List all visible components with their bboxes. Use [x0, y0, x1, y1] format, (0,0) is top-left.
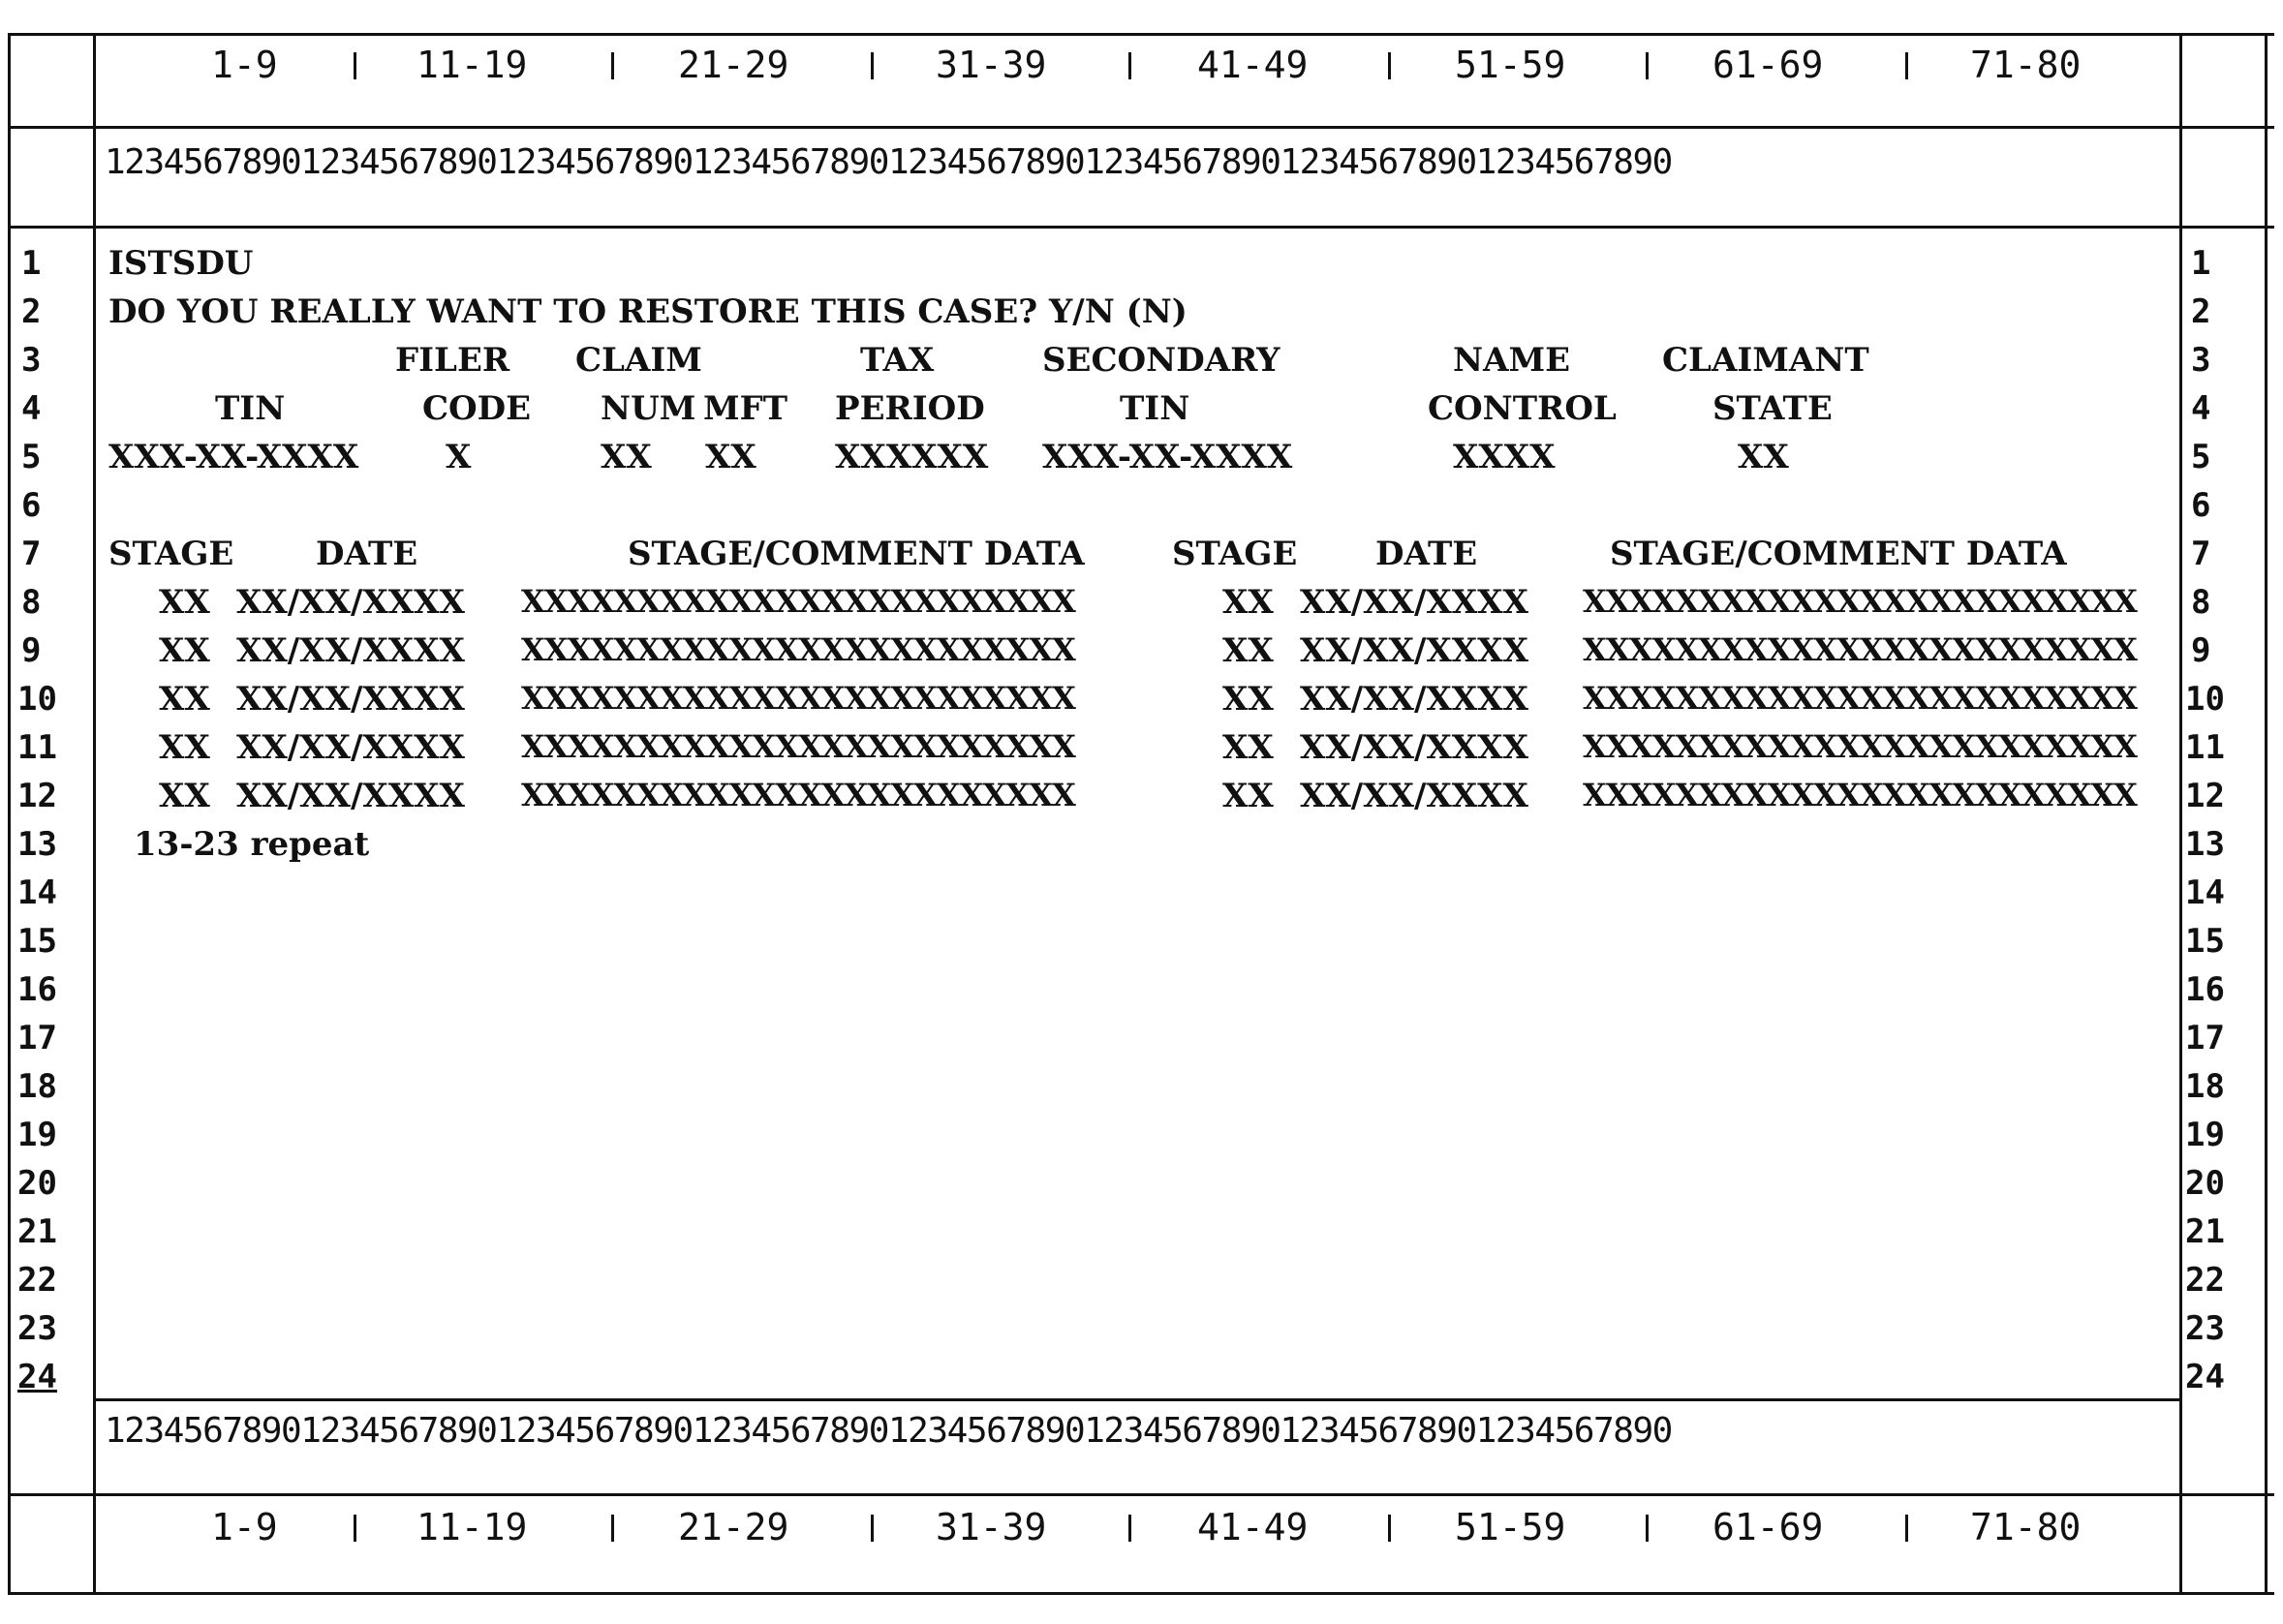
date-field[interactable]: XX/XX/XXXX: [1300, 728, 1528, 767]
stage-field[interactable]: XX: [159, 777, 210, 815]
date-field[interactable]: XX/XX/XXXX: [236, 728, 465, 767]
date-field[interactable]: XX/XX/XXXX: [1300, 777, 1528, 815]
row-number: 8: [2191, 583, 2211, 622]
row-number: 10: [2185, 680, 2225, 719]
claim-num-field[interactable]: XX: [601, 438, 652, 476]
row-number: 4: [2191, 389, 2211, 428]
bottom-digits-underline: [8, 1493, 2274, 1496]
scale-range: 1-9: [211, 44, 278, 86]
row-number: 2: [21, 292, 42, 331]
tax-period-field[interactable]: XXXXXX: [835, 438, 989, 476]
scale-range: 51-59: [1455, 44, 1566, 86]
scale-separator: [1646, 52, 1649, 79]
scale-range: 21-29: [678, 1506, 789, 1548]
scale-separator: [1388, 1515, 1391, 1542]
comment-data-field[interactable]: XXXXXXXXXXXXXXXXXXXXXXXX: [1583, 631, 2137, 668]
scale-separator: [871, 1515, 874, 1542]
comment-data-field[interactable]: XXXXXXXXXXXXXXXXXXXXXXXX: [521, 777, 1075, 813]
row-number: 12: [2185, 777, 2225, 815]
comment-data-field[interactable]: XXXXXXXXXXXXXXXXXXXXXXXX: [521, 583, 1075, 620]
header-mft: MFT: [703, 389, 788, 428]
scale-range: 61-69: [1712, 1506, 1824, 1548]
screen-bottom-border: [93, 1398, 2181, 1401]
restore-prompt: DO YOU REALLY WANT TO RESTORE THIS CASE? Y/N (N): [108, 292, 1188, 331]
row-number: 22: [2185, 1261, 2225, 1300]
screen-title: ISTSDU: [108, 244, 254, 283]
row-number: 4: [21, 389, 42, 428]
header-name: NAME: [1453, 341, 1571, 380]
header-claimant: CLAIMANT: [1662, 341, 1869, 380]
scale-range: 71-80: [1970, 1506, 2082, 1548]
row-number: 6: [2191, 486, 2211, 525]
stage-field[interactable]: XX: [159, 680, 210, 719]
row-number: 1: [2191, 244, 2211, 283]
scale-separator: [1128, 52, 1131, 79]
row-number: 16: [2185, 970, 2225, 1009]
tin-field[interactable]: XXX-XX-XXXX: [108, 438, 359, 476]
scale-range: 31-39: [936, 44, 1047, 86]
date-field[interactable]: XX/XX/XXXX: [236, 680, 465, 719]
gutter-underline: [14, 1493, 89, 1496]
row-number: 14: [2185, 873, 2225, 912]
header-secondary-tin: TIN: [1120, 389, 1190, 428]
header-tax: TAX: [860, 341, 935, 380]
top-column-digits: 12345678901234567890123456789012345678901234567890123456789012345678901234567890: [105, 142, 1672, 182]
stage-field[interactable]: XX: [1222, 728, 1274, 767]
date-field[interactable]: XX/XX/XXXX: [1300, 631, 1528, 670]
gutter-underline: [2185, 1493, 2261, 1496]
header-date-right: DATE: [1375, 535, 1478, 573]
top-digits-underline: [8, 226, 2274, 229]
row-number: 16: [17, 970, 57, 1009]
row-number: 13: [2185, 825, 2225, 864]
repeat-note: 13-23 repeat: [134, 825, 370, 864]
gutter-underline: [2185, 126, 2261, 129]
scale-separator: [1905, 1515, 1908, 1542]
comment-data-field[interactable]: XXXXXXXXXXXXXXXXXXXXXXXX: [521, 631, 1075, 668]
scale-separator: [1388, 52, 1391, 79]
header-num: NUM: [601, 389, 696, 428]
row-number: 11: [17, 728, 57, 767]
row-number: 1: [21, 244, 42, 283]
date-field[interactable]: XX/XX/XXXX: [236, 777, 465, 815]
stage-field[interactable]: XX: [1222, 777, 1274, 815]
stage-field[interactable]: XX: [1222, 631, 1274, 670]
secondary-tin-field[interactable]: XXX-XX-XXXX: [1042, 438, 1293, 476]
stage-field[interactable]: XX: [1222, 680, 1274, 719]
header-state: STATE: [1712, 389, 1833, 428]
scale-separator: [1128, 1515, 1131, 1542]
row-number: 21: [17, 1212, 57, 1251]
row-number: 21: [2185, 1212, 2225, 1251]
claimant-state-field[interactable]: XX: [1738, 438, 1789, 476]
scale-separator: [354, 1515, 356, 1542]
scale-separator: [611, 1515, 614, 1542]
row-number: 12: [17, 777, 57, 815]
row-number: 19: [2185, 1116, 2225, 1154]
row-number: 22: [17, 1261, 57, 1300]
filer-code-field[interactable]: X: [446, 438, 472, 476]
bottom-column-digits: 12345678901234567890123456789012345678901234567890123456789012345678901234567890: [105, 1411, 1672, 1451]
row-number: 24: [17, 1358, 57, 1396]
gutter-underline: [14, 226, 89, 229]
header-claim: CLAIM: [575, 341, 702, 380]
row-number: 3: [2191, 341, 2211, 380]
date-field[interactable]: XX/XX/XXXX: [236, 631, 465, 670]
header-filer: FILER: [395, 341, 510, 380]
row-number: 14: [17, 873, 57, 912]
header-stage-left: STAGE: [108, 535, 234, 573]
mft-field[interactable]: XX: [705, 438, 756, 476]
comment-data-field[interactable]: XXXXXXXXXXXXXXXXXXXXXXXX: [1583, 728, 2137, 765]
comment-data-field[interactable]: XXXXXXXXXXXXXXXXXXXXXXXX: [521, 728, 1075, 765]
scale-separator: [1905, 52, 1908, 79]
comment-data-field[interactable]: XXXXXXXXXXXXXXXXXXXXXXXX: [521, 680, 1075, 717]
top-scale-underline: [8, 126, 2274, 129]
stage-field[interactable]: XX: [1222, 583, 1274, 622]
stage-field[interactable]: XX: [159, 583, 210, 622]
row-number: 18: [2185, 1067, 2225, 1106]
left-gutter-border: [93, 33, 96, 1594]
row-number: 5: [21, 438, 42, 476]
scale-separator: [611, 52, 614, 79]
row-number: 13: [17, 825, 57, 864]
gutter-underline: [2185, 226, 2261, 229]
header-date-left: DATE: [316, 535, 418, 573]
row-number: 20: [2185, 1164, 2225, 1203]
row-number: 9: [21, 631, 42, 670]
row-number: 15: [17, 922, 57, 961]
row-number: 18: [17, 1067, 57, 1106]
header-tin: TIN: [215, 389, 286, 428]
header-period: PERIOD: [835, 389, 985, 428]
row-number: 6: [21, 486, 42, 525]
stage-field[interactable]: XX: [159, 728, 210, 767]
header-data-right: STAGE/COMMENT DATA: [1610, 535, 2067, 573]
header-code: CODE: [422, 389, 532, 428]
row-number: 19: [17, 1116, 57, 1154]
row-number: 24: [2185, 1358, 2225, 1396]
header-control: CONTROL: [1428, 389, 1617, 428]
row-number: 11: [2185, 728, 2225, 767]
date-field[interactable]: XX/XX/XXXX: [1300, 680, 1528, 719]
scale-range: 51-59: [1455, 1506, 1566, 1548]
scale-range: 11-19: [416, 44, 528, 86]
row-number: 17: [17, 1019, 57, 1057]
scale-range: 31-39: [936, 1506, 1047, 1548]
scale-range: 61-69: [1712, 44, 1824, 86]
right-gutter-border: [2179, 33, 2182, 1594]
stage-field[interactable]: XX: [159, 631, 210, 670]
date-field[interactable]: XX/XX/XXXX: [236, 583, 465, 622]
scale-range: 41-49: [1197, 1506, 1309, 1548]
scale-range: 41-49: [1197, 44, 1309, 86]
row-number: 7: [21, 535, 42, 573]
row-number: 9: [2191, 631, 2211, 670]
header-stage-right: STAGE: [1172, 535, 1298, 573]
top-border: [8, 33, 2274, 36]
right-outer-border: [2265, 33, 2268, 1594]
scale-range: 21-29: [678, 44, 789, 86]
comment-data-field[interactable]: XXXXXXXXXXXXXXXXXXXXXXXX: [1583, 583, 2137, 620]
scale-separator: [354, 52, 356, 79]
row-number: 17: [2185, 1019, 2225, 1057]
scale-range: 1-9: [211, 1506, 278, 1548]
scale-range: 11-19: [416, 1506, 528, 1548]
bottom-scale-underline: [8, 1592, 2274, 1595]
row-number: 5: [2191, 438, 2211, 476]
header-secondary: SECONDARY: [1042, 341, 1280, 380]
scale-separator: [871, 52, 874, 79]
row-number: 15: [2185, 922, 2225, 961]
row-number: 8: [21, 583, 42, 622]
header-data-left: STAGE/COMMENT DATA: [628, 535, 1085, 573]
comment-data-field[interactable]: XXXXXXXXXXXXXXXXXXXXXXXX: [1583, 777, 2137, 813]
comment-data-field[interactable]: XXXXXXXXXXXXXXXXXXXXXXXX: [1583, 680, 2137, 717]
left-outer-border: [8, 33, 11, 1594]
row-number: 2: [2191, 292, 2211, 331]
gutter-underline: [14, 126, 89, 129]
scale-separator: [1646, 1515, 1649, 1542]
row-number: 10: [17, 680, 57, 719]
row-number: 23: [2185, 1309, 2225, 1348]
row-number: 20: [17, 1164, 57, 1203]
date-field[interactable]: XX/XX/XXXX: [1300, 583, 1528, 622]
name-control-field[interactable]: XXXX: [1453, 438, 1556, 476]
scale-range: 71-80: [1970, 44, 2082, 86]
row-number: 3: [21, 341, 42, 380]
row-number: 23: [17, 1309, 57, 1348]
row-number: 7: [2191, 535, 2211, 573]
